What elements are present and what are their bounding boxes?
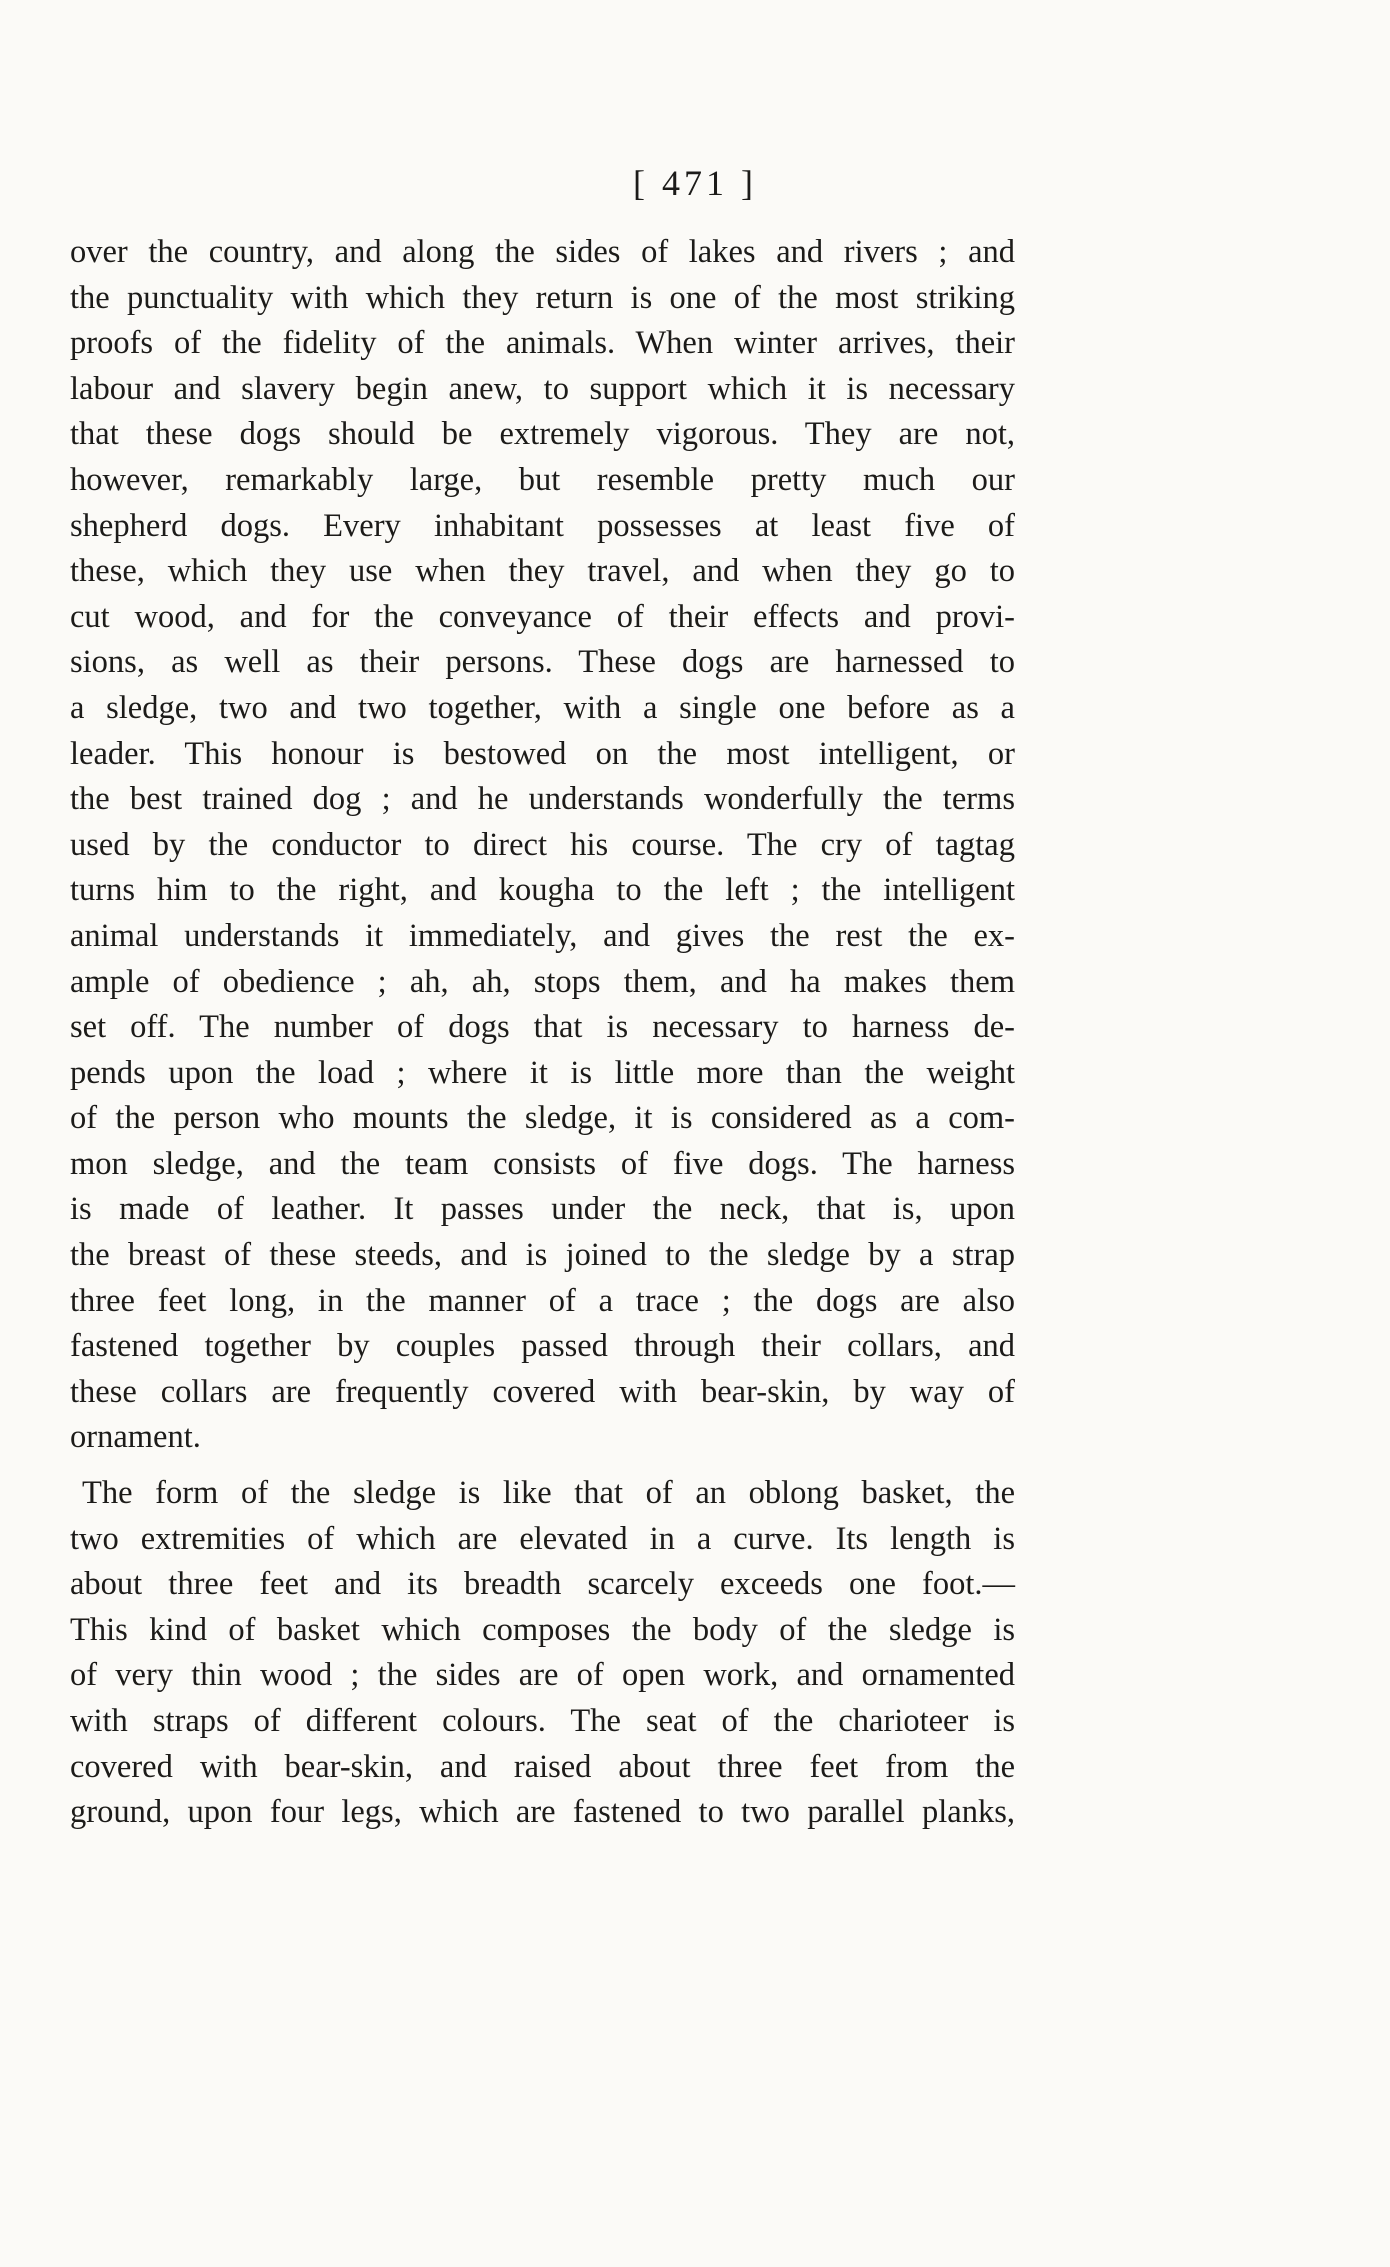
paragraph-gap <box>70 1461 1015 1471</box>
text-line: covered with bear-skin, and raised about three feet from the <box>70 1748 1015 1785</box>
text-line: mon sledge, and the team consists of five dogs. The harness <box>70 1145 1015 1182</box>
text-line: the breast of these steeds, and is joined to the sledge by a strap <box>70 1237 1015 1274</box>
page-number: [ 471 ] <box>633 163 757 203</box>
text-line: these collars are frequently covered with bear-skin, by way of <box>70 1373 1015 1410</box>
text-line: leader. This honour is bestowed on the most intelligent, or <box>70 735 1015 772</box>
text-line: The form of the sledge is like that of an oblong basket, the <box>82 1475 1015 1512</box>
text-line: used by the conductor to direct his course. The cry of tagtag <box>70 826 1015 863</box>
text-line: animal understands it immediately, and gives the rest the ex- <box>70 917 1015 954</box>
text-line: ample of obedience ; ah, ah, stops them, and ha makes them <box>70 963 1015 1000</box>
text-line: fastened together by couples passed through their collars, and <box>70 1328 1015 1365</box>
text-line: is made of leather. It passes under the neck, that is, upon <box>70 1191 1015 1228</box>
text-line: three feet long, in the manner of a trace ; the dogs are also <box>70 1282 1015 1319</box>
text-line: of the person who mounts the sledge, it is considered as a com- <box>70 1100 1015 1137</box>
text-line: This kind of basket which composes the body of the sledge is <box>70 1611 1015 1648</box>
text-line: set off. The number of dogs that is necessary to harness de- <box>70 1009 1015 1046</box>
text-line: labour and slavery begin anew, to support which it is necessary <box>70 370 1015 407</box>
text-line: shepherd dogs. Every inhabitant possesses at least five of <box>70 507 1015 544</box>
text-line: two extremities of which are elevated in a curve. Its length is <box>70 1520 1015 1557</box>
body-text <box>70 230 1015 1836</box>
text-line: cut wood, and for the conveyance of their effects and provi- <box>70 598 1015 635</box>
text-line: these, which they use when they travel, and when they go to <box>70 553 1015 590</box>
text-line: the best trained dog ; and he understands wonderfully the terms <box>70 781 1015 818</box>
text-line: pends upon the load ; where it is little more than the weight <box>70 1054 1015 1091</box>
text-line: that these dogs should be extremely vigorous. They are not, <box>70 416 1015 453</box>
text-line: with straps of different colours. The seat of the charioteer is <box>70 1703 1015 1739</box>
text-line: sions, as well as their persons. These dogs are harnessed to <box>70 644 1015 681</box>
text-line: over the country, and along the sides of lakes and rivers ; and <box>70 234 1015 270</box>
text-line: ground, upon four legs, which are fastened to two parallel planks, <box>70 1794 1015 1831</box>
text-line: proofs of the fidelity of the animals. When winter arrives, their <box>70 325 1015 362</box>
text-line: the punctuality with which they return is one of the most striking <box>70 279 1015 316</box>
text-line: about three feet and its breadth scarcely exceeds one foot.— <box>70 1566 1015 1603</box>
text-line: a sledge, two and two together, with a single one before as a <box>70 689 1015 726</box>
paragraph-2 <box>70 1471 1015 1836</box>
text-line: ornament. <box>70 1419 201 1456</box>
text-line: turns him to the right, and kougha to the left ; the intelligent <box>70 872 1015 909</box>
paragraph-1 <box>70 230 1015 1461</box>
text-line: however, remarkably large, but resemble pretty much our <box>70 461 1015 498</box>
text-line: of very thin wood ; the sides are of open work, and ornamented <box>70 1657 1015 1694</box>
